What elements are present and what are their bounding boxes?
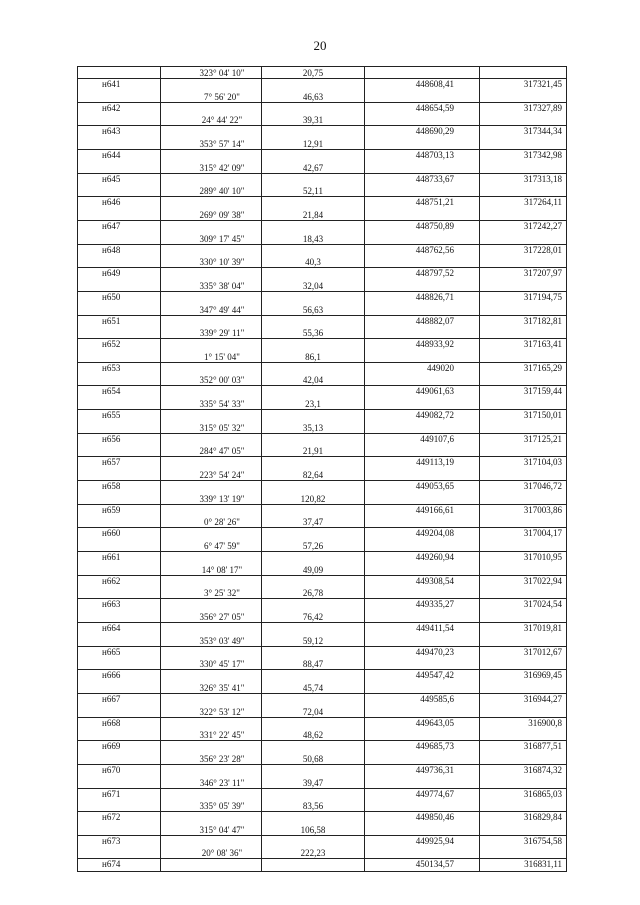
table-row [78,682,566,705]
y-coordinate-cell: 316754,58 [523,835,562,846]
table-row [78,91,566,114]
coordinates-table [77,66,567,872]
angle-cell: 6° 47' 59" [204,541,240,551]
table-row [78,706,566,729]
x-coordinate-cell: 448703,13 [415,149,454,160]
x-coordinate-cell: 449335,27 [415,599,454,610]
y-coordinate-cell: 317242,27 [523,220,562,231]
y-coordinate-cell: 317344,34 [523,126,562,137]
distance-cell: 46,63 [302,91,324,102]
table-row [78,824,566,847]
distance-cell: 49,09 [302,564,324,575]
y-coordinate-cell: 317163,41 [523,339,562,350]
distance-cell: 88,47 [302,659,324,670]
table-row [78,800,566,823]
point-name-cell: н662 [102,575,121,586]
point-name-cell: н665 [102,646,121,657]
table-row [78,564,566,587]
table-row [78,138,566,161]
distance-cell: 59,12 [302,635,324,646]
distance-cell: 26,78 [302,588,324,599]
angle-cell: 315° 05' 32" [199,422,245,433]
distance-cell: 83,56 [302,801,324,812]
point-name-cell: н647 [102,220,121,231]
x-coordinate-cell: 448751,21 [415,197,454,208]
point-name-cell: н650 [102,291,121,302]
point-name-cell: н659 [102,504,121,515]
point-name-cell: н652 [102,339,121,350]
point-name-cell: н674 [102,859,121,870]
x-coordinate-cell: 449643,05 [415,717,454,728]
angle-cell: 322° 53' 12" [199,706,245,717]
angle-cell: 20° 08' 36" [201,848,243,859]
angle-cell: 14° 08' 17" [201,564,243,575]
angle-cell: 356° 23' 28" [199,753,245,764]
angle-cell: 315° 04' 47" [199,824,245,835]
x-coordinate-cell: 449774,67 [415,788,454,799]
distance-cell: 55,36 [302,328,324,339]
x-coordinate-cell: 449053,65 [415,481,454,492]
y-coordinate-cell: 317150,01 [523,410,562,421]
x-coordinate-cell: 449547,42 [415,670,454,681]
y-coordinate-cell: 317264,11 [524,197,562,208]
table-row [78,729,566,752]
y-coordinate-cell: 317104,03 [523,457,562,468]
angle-cell: 315° 42' 09" [199,162,245,173]
y-coordinate-cell: 317010,95 [523,552,562,562]
table-row [78,233,566,256]
angle-cell: 223° 54' 24" [199,470,245,481]
x-coordinate-cell: 449204,08 [415,528,454,539]
y-coordinate-cell: 317165,29 [523,362,562,373]
point-name-cell: н657 [102,457,121,468]
distance-cell: 50,68 [302,753,324,764]
x-coordinate-cell: 448826,71 [415,291,454,302]
y-coordinate-cell: 317012,67 [523,646,562,657]
table-row [78,777,566,800]
table-row [78,469,566,492]
distance-cell: 42,67 [302,162,324,173]
y-coordinate-cell: 316969,45 [523,670,562,681]
y-coordinate-cell: 317159,44 [523,386,562,397]
y-coordinate-cell: 317022,94 [523,575,562,586]
point-name-cell: н645 [102,173,121,184]
table-row [78,445,566,468]
point-name-cell: н664 [102,622,121,633]
angle-cell: 24° 44' 22" [201,115,243,126]
point-name-cell: н673 [102,835,121,846]
angle-cell: 335° 05' 39" [199,801,245,812]
table-row [78,635,566,658]
distance-cell: 106,58 [300,824,326,835]
distance-cell: 57,26 [302,541,324,551]
x-coordinate-cell: 449020 [427,362,454,373]
point-name-cell: н671 [102,788,121,799]
table-row [78,67,566,90]
table-row [78,185,566,208]
distance-cell: 40,3 [305,257,321,268]
y-coordinate-cell: 316877,51 [523,741,562,752]
point-name-cell: н642 [102,102,121,113]
distance-cell: 32,04 [302,280,324,291]
x-coordinate-cell: 448690,29 [415,126,454,137]
y-coordinate-cell: 316874,32 [523,764,562,775]
distance-cell: 76,42 [302,611,324,622]
point-name-cell: н663 [102,599,121,610]
x-coordinate-cell: 448797,52 [415,268,454,279]
point-name-cell: н655 [102,410,121,421]
x-coordinate-cell: 448750,89 [415,220,454,231]
x-coordinate-cell: 449850,46 [415,812,454,823]
point-name-cell: н643 [102,126,121,137]
distance-cell: 21,84 [302,209,324,220]
table-row [78,658,566,681]
y-coordinate-cell: 317207,97 [523,268,562,279]
table-row [78,847,566,870]
distance-cell: 72,04 [302,706,324,717]
point-name-cell: н654 [102,386,121,397]
angle-cell: 335° 54' 33" [199,399,245,410]
x-coordinate-cell: 448933,92 [415,339,454,350]
distance-cell: 120,82 [300,493,326,504]
page-number: 20 [313,38,327,53]
x-coordinate-cell: 449260,94 [415,552,454,562]
point-name-cell: н656 [102,433,121,444]
point-name-cell: н667 [102,693,121,704]
y-coordinate-cell: 316900,8 [528,717,562,728]
angle-cell: 284° 47' 05" [199,446,245,457]
distance-cell: 42,04 [302,375,324,386]
angle-cell: 1° 15' 04" [204,351,240,362]
angle-cell: 0° 28' 26" [204,517,240,528]
point-name-cell: н648 [102,244,121,255]
y-coordinate-cell: 317125,21 [523,433,562,444]
point-name-cell: н644 [102,149,121,160]
table-row [78,256,566,279]
point-name-cell: н646 [102,197,121,208]
angle-cell: 289° 40' 10" [199,186,245,197]
distance-cell: 18,43 [302,233,324,244]
angle-cell: 323° 04' 10" [199,68,245,78]
y-coordinate-cell: 316865,03 [523,788,562,799]
distance-cell: 56,63 [302,304,324,315]
point-name-cell: н658 [102,481,121,492]
table-row [78,351,566,374]
x-coordinate-cell: 449061,63 [415,386,454,397]
distance-cell: 48,62 [302,730,324,741]
angle-cell: 269° 09' 38" [199,209,245,220]
distance-cell: 37,47 [302,517,324,528]
table-row [78,540,566,563]
angle-cell: 339° 13' 19" [199,493,245,504]
x-coordinate-cell: 449736,31 [415,764,454,775]
distance-cell: 23,1 [305,399,321,410]
table-row [78,162,566,185]
x-coordinate-cell: 449470,23 [415,646,454,657]
x-coordinate-cell: 449308,54 [415,575,454,586]
angle-cell: 339° 29' 11" [199,328,245,339]
angle-cell: 330° 10' 39" [199,257,245,268]
table-row [78,422,566,445]
x-coordinate-cell: 449113,19 [416,457,454,468]
y-coordinate-cell: 316944,27 [523,693,562,704]
x-coordinate-cell: 448654,59 [415,102,454,113]
x-coordinate-cell: 448762,56 [415,244,454,255]
x-coordinate-cell: 449411,54 [416,622,454,633]
table-row [78,493,566,516]
y-coordinate-cell: 317327,89 [523,102,562,113]
point-name-cell: н661 [102,552,121,562]
x-coordinate-cell: 449685,73 [415,741,454,752]
y-coordinate-cell: 317194,75 [523,291,562,302]
y-coordinate-cell: 317342,98 [523,149,562,160]
point-name-cell: н669 [102,741,121,752]
distance-cell: 39,31 [302,115,324,126]
table-row [78,114,566,137]
y-coordinate-cell: 317313,18 [523,173,562,184]
y-coordinate-cell: 316831,11 [524,859,562,870]
table-row [78,516,566,539]
point-name-cell: н651 [102,315,121,326]
angle-cell: 331° 22' 45" [199,730,245,741]
table-row [78,398,566,421]
table-row [78,374,566,397]
point-name-cell: н666 [102,670,121,681]
angle-cell: 346° 23' 11" [199,777,245,788]
angle-cell: 356° 27' 05" [199,611,245,622]
angle-cell: 309° 17' 45" [199,233,245,244]
point-name-cell: н653 [102,362,121,373]
distance-cell: 12,91 [302,138,324,149]
distance-cell: 45,74 [302,682,324,693]
x-coordinate-cell: 449925,94 [415,835,454,846]
point-name-cell: н670 [102,764,121,775]
angle-cell: 353° 57' 14" [199,138,245,149]
y-coordinate-cell: 316829,84 [523,812,562,823]
distance-cell: 35,13 [302,422,324,433]
distance-cell: 39,47 [302,777,324,788]
y-coordinate-cell: 317046,72 [523,481,562,492]
distance-cell: 21,91 [302,446,324,457]
distance-cell: 20,75 [302,68,324,78]
angle-cell: 353° 03' 49" [199,635,245,646]
table-row [78,327,566,350]
distance-cell: 52,11 [303,186,323,197]
distance-cell: 82,64 [302,470,324,481]
table-row [78,304,566,327]
x-coordinate-cell: 448882,07 [415,315,454,326]
x-coordinate-cell: 449585,6 [420,693,454,704]
y-coordinate-cell: 317019,81 [523,622,562,633]
x-coordinate-cell: 449107,6 [420,433,454,444]
y-coordinate-cell: 317182,81 [523,315,562,326]
angle-cell: 352° 00' 03" [199,375,245,386]
x-coordinate-cell: 448733,67 [415,173,454,184]
x-coordinate-cell: 448608,41 [415,79,454,89]
table-row [78,209,566,232]
point-name-cell: н649 [102,268,121,279]
y-coordinate-cell: 317003,86 [523,504,562,515]
angle-cell: 347° 49' 44" [199,304,245,315]
table-row [78,753,566,776]
table-row [78,611,566,634]
y-coordinate-cell: 317228,01 [523,244,562,255]
y-coordinate-cell: 317004,17 [523,528,562,539]
distance-cell: 222,23 [300,848,326,859]
table-row [78,280,566,303]
x-coordinate-cell: 450134,57 [415,859,454,870]
point-name-cell: н672 [102,812,121,823]
point-name-cell: н668 [102,717,121,728]
y-coordinate-cell: 317024,54 [523,599,562,610]
angle-cell: 7° 56' 20" [204,91,240,102]
angle-cell: 335° 38' 04" [199,280,245,291]
x-coordinate-cell: 449082,72 [415,410,454,421]
angle-cell: 3° 25' 32" [204,588,240,599]
table-row [78,587,566,610]
point-name-cell: н660 [102,528,121,539]
point-name-cell: н641 [102,79,121,89]
angle-cell: 326° 35' 41" [199,682,245,693]
angle-cell: 330° 45' 17" [199,659,245,670]
distance-cell: 86,1 [305,351,321,362]
y-coordinate-cell: 317321,45 [523,79,562,89]
x-coordinate-cell: 449166,61 [415,504,454,515]
